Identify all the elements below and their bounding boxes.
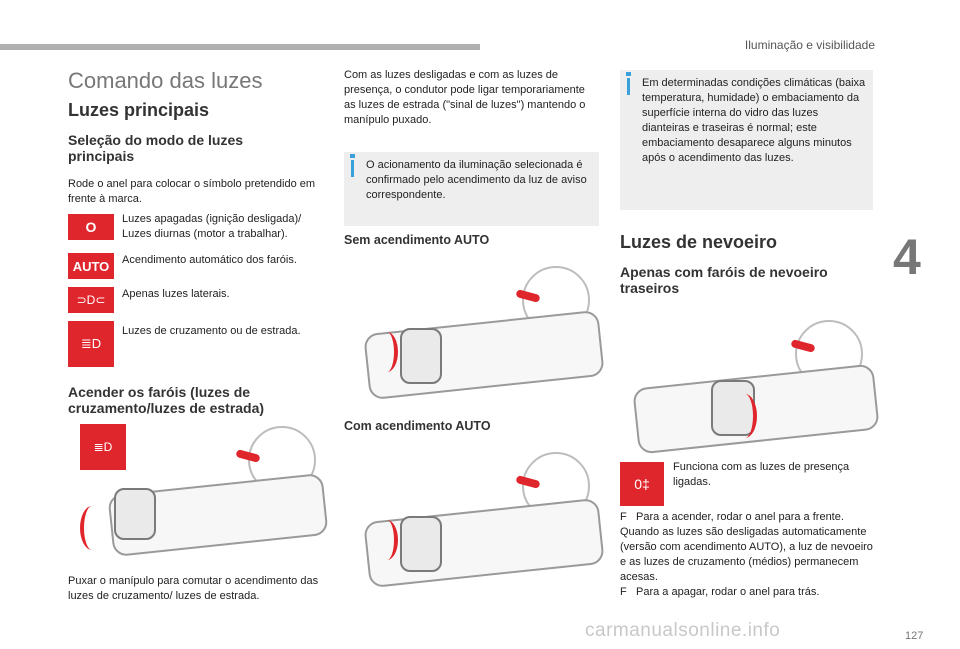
side-lights-icon: ⊃D⊂ [68,287,114,313]
info-note-1 [344,152,599,226]
lights-off-icon: O [68,214,114,240]
info-note-2 [620,70,873,210]
chapter-number: 4 [893,229,921,285]
heading-turn-on-headlamps: Acender os faróis (luzes de cruzamento/luzes de estrada) [68,384,265,416]
info-note-1-text: O acionamento da iluminação selecionada é confirmado pelo acendimento da luz de aviso correspondente. [366,159,587,201]
stalk-illustration-3 [350,448,600,584]
side-lights-text: Apenas luzes laterais. [122,288,230,300]
bullet-turn-off: F Para a apagar, rodar o anel para trás. [620,586,820,598]
headlamp-flash-text: Com as luzes desligadas e com as luzes de presença, o condutor pode ligar temporariamente as luzes de estrada ("sinal de luzes") mantendo o manípulo puxado. [344,69,586,126]
pull-stalk-caption: Puxar o manípulo para comutar o acendimento das luzes de cruzamento/ luzes de estrada. [68,575,319,602]
heading-rear-fog-only: Apenas com faróis de nevoeiro traseiros [620,264,828,296]
info-icon [350,154,355,158]
arrow-icon [733,394,757,438]
ring-drawing [400,516,442,572]
beam-icon: ≣D [80,424,126,470]
info-note-2-text: Em determinadas condições climáticas (baixa temperatura, humidade) o embaciamento da superfície interna do vidro das luzes dianteiras e traseiras é normal; este embaciamento desaparece alguns minutos após o acendimento das luzes. [642,77,866,164]
lights-off-text: Luzes apagadas (ignição desligada)/ Luzes diurnas (motor a trabalhar). [122,213,302,240]
page-title: Comando das luzes [68,68,263,93]
info-icon [626,72,631,76]
arrow-icon [376,520,398,560]
auto-icon: AUTO [68,253,114,279]
stalk-illustration-2 [350,262,600,392]
auto-text: Acendimento automático dos faróis. [122,254,297,266]
section-title: Iluminação e visibilidade [744,38,875,52]
heading-main-lights: Luzes principais [68,100,210,120]
page-number: 127 [905,630,924,642]
heading-without-auto: Sem acendimento AUTO [344,233,490,247]
watermark: carmanualsonline.info [585,620,781,641]
stalk-illustration-1 [70,422,322,556]
mode-intro-text: Rode o anel para colocar o símbolo pretendido em frente à marca. [68,178,316,205]
fog-operation-text: Funciona com as luzes de presença ligadas. [673,461,850,488]
heading-mode-selection: Seleção do modo de luzes principais [68,132,244,164]
header-bar [0,44,480,50]
bullet-turn-on: F Para a acender, rodar o anel para a frente. [620,511,844,523]
heading-fog-lamps: Luzes de nevoeiro [620,232,778,252]
dipped-beam-text: Luzes de cruzamento ou de estrada. [122,325,301,337]
auto-off-text: Quando as luzes são desligadas automaticamente (versão com acendimento AUTO), a luz de nevoeiro e as luzes de cruzamento (médios) permanecem acesas. [620,526,873,583]
ring-drawing [114,488,156,540]
arrow-icon [80,506,104,550]
heading-with-auto: Com acendimento AUTO [344,419,491,433]
arrow-icon [376,332,398,372]
rear-fog-icon: 0‡ [620,462,664,506]
dipped-beam-icon: ≣D [68,321,114,367]
stalk-illustration-4 [625,318,875,448]
ring-drawing [400,328,442,384]
